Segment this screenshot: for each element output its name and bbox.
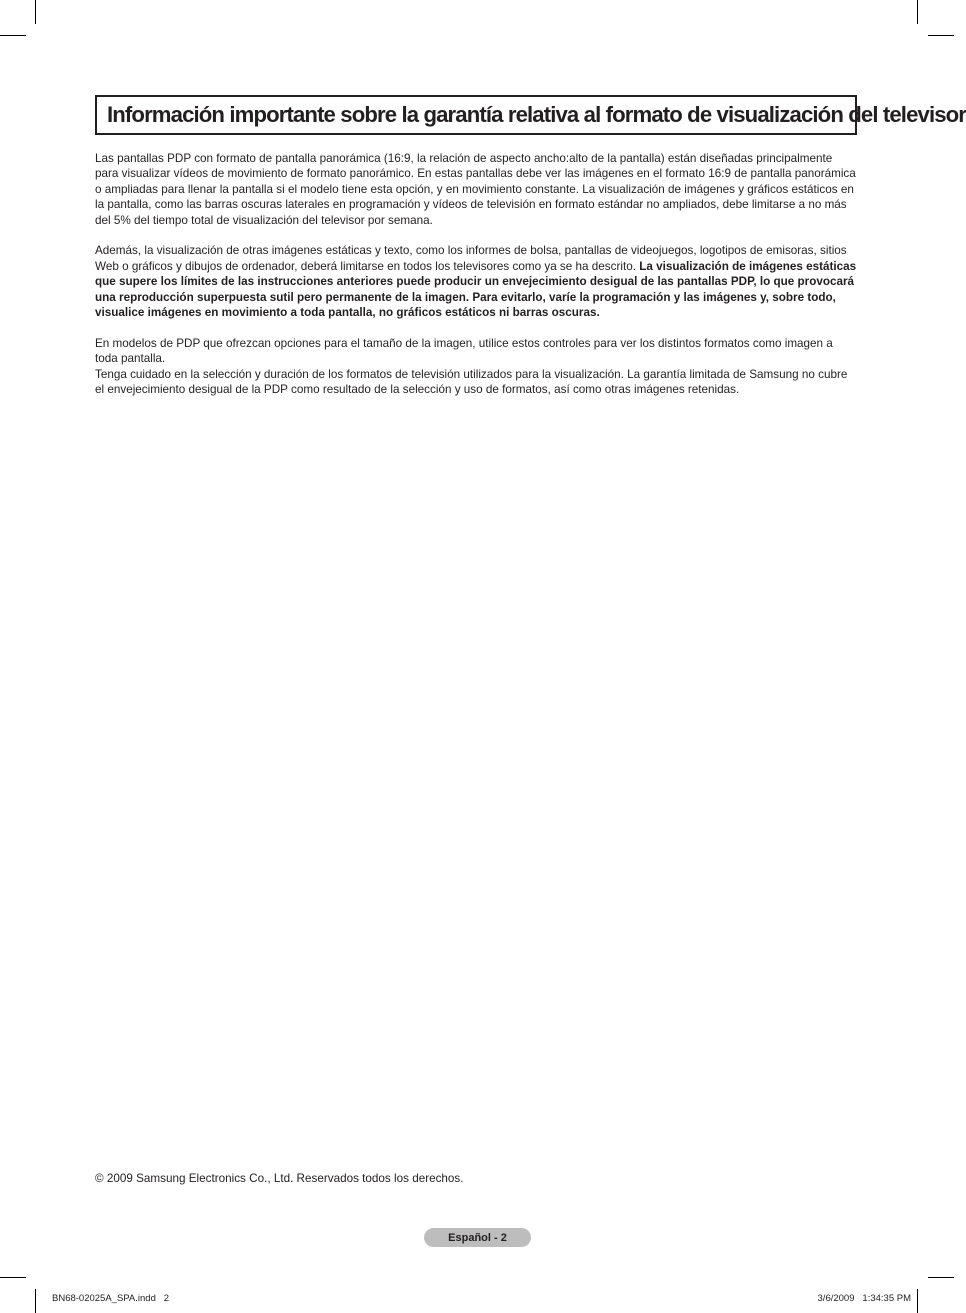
crop-mark-bottom-right-vertical	[917, 1289, 918, 1313]
crop-mark-bottom-right-horizontal	[928, 1277, 954, 1278]
page-number-badge: Español - 2	[424, 1228, 531, 1247]
copyright-notice: © 2009 Samsung Electronics Co., Ltd. Reservados todos los derechos.	[95, 1172, 464, 1185]
crop-mark-top-right-vertical	[917, 0, 918, 24]
paragraph-widescreen	[95, 151, 857, 228]
paragraph-static-images-warning: La visualización de imágenes estáticas que supere los límites de las instrucciones anteriores puede producir un envejecimiento desigual de las pantallas PDP, lo que provocará una reproducción superpuesta sutil pero permanente de la imagen. Para evitarlo, varíe la programación y las imágenes y, sobre todo, visualice imágenes en movimiento a toda pantalla, no gráficos estáticos ni barras oscuras.	[95, 259, 857, 320]
paragraph-widescreen-text: Las pantallas PDP con formato de pantalla panorámica (16:9, la relación de aspecto ancho:alto de la pantalla) están diseñadas principalmente para visualizar vídeos de movimiento de formato panorámico. En estas pantallas debe ver las imágenes en el formato 16:9 de pantalla panorámica o ampliadas para llenar la pantalla si el modelo tiene esta opción, y en movimiento constante. La visualización de imágenes y gráficos estáticos en la pantalla, como las barras oscuras laterales en programación y vídeos de televisión en formato estándar no ampliados, debe limitarse a no más del 5% del tiempo total de visualización del televisor por semana.	[95, 152, 856, 227]
title-box	[95, 95, 966, 135]
crop-mark-bottom-left-horizontal	[0, 1277, 26, 1278]
paragraph-warranty	[95, 367, 857, 398]
crop-mark-top-left-vertical	[35, 0, 36, 24]
page-title: Información importante sobre la garantía relativa al formato de visualización del televisor	[107, 102, 966, 127]
body-content	[95, 151, 857, 397]
crop-mark-top-left-horizontal	[0, 35, 26, 36]
crop-mark-top-right-horizontal	[928, 35, 954, 36]
paragraph-static-images	[95, 243, 857, 320]
paragraph-picture-size-text: En modelos de PDP que ofrezcan opciones para el tamaño de la imagen, utilice estos controles para ver los distintos formatos como imagen a toda pantalla.	[95, 336, 833, 366]
slug-timestamp: 3/6/2009 1:34:35 PM	[817, 1293, 911, 1304]
paragraph-warranty-text: Tenga cuidado en la selección y duración de los formatos de televisión utilizados para la visualización. La garantía limitada de Samsung no cubre el envejecimiento desigual de la PDP como resultado de la selección y uso de formatos, así como otras imágenes retenidas.	[95, 367, 848, 397]
crop-mark-bottom-left-vertical	[35, 1289, 36, 1313]
paragraph-static-images-text: Además, la visualización de otras imágenes estáticas y texto, como los informes de bolsa, pantallas de videojuegos, logotipos de emisoras, sitios Web o gráficos y dibujos de ordenador, deberá limitarse en todos los televisores como ya se ha descrito.	[95, 244, 847, 273]
slug-filename: BN68-02025A_SPA.indd 2	[52, 1293, 170, 1304]
paragraph-picture-size	[95, 336, 857, 367]
